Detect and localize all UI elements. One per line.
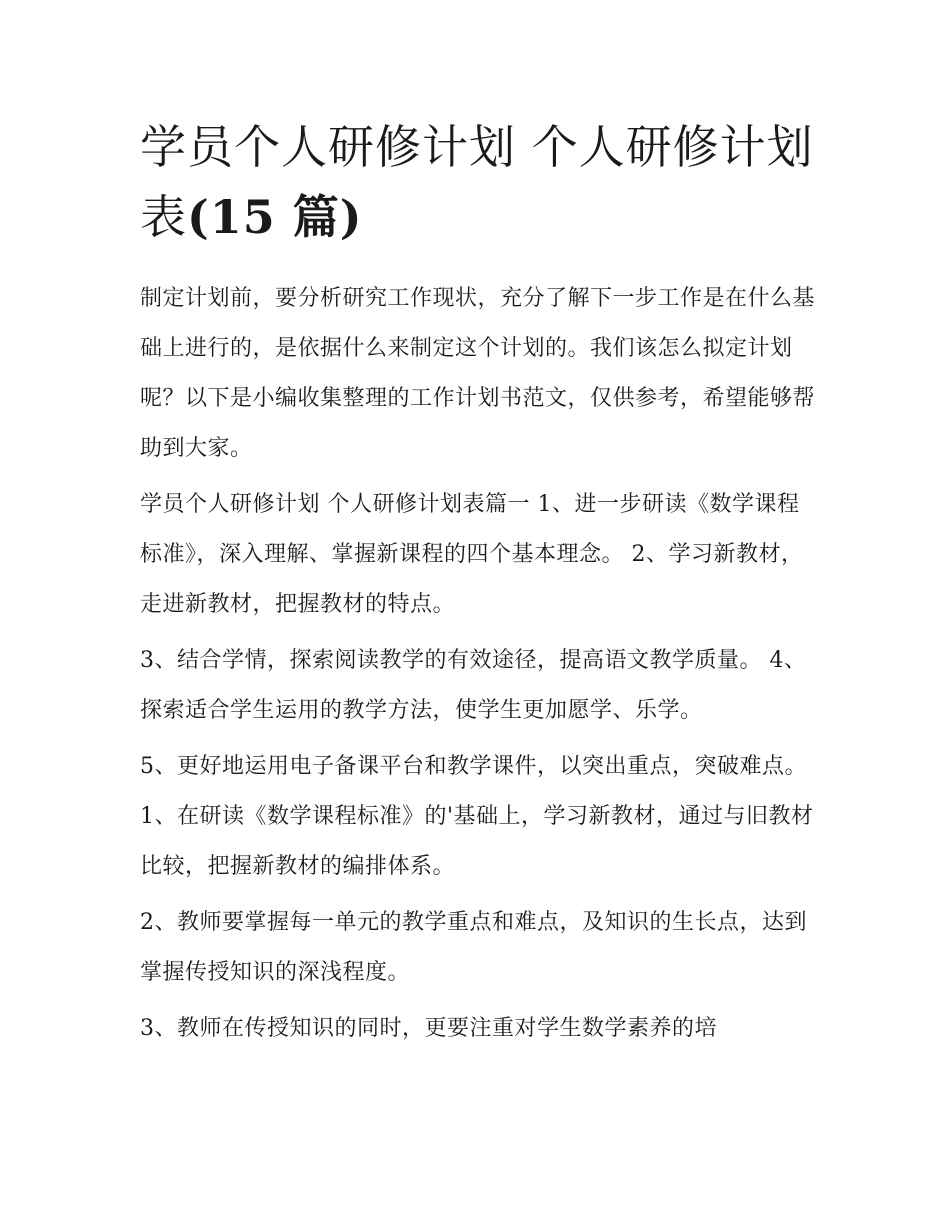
title-main: 学员个人研修计划 个人研修计划表: [140, 120, 814, 244]
paragraph-intro: 制定计划前，要分析研究工作现状，充分了解下一步工作是在什么基础上进行的，是依据什么来制定这个计划的。我们该怎么拟定计划呢？以下是小编收集整理的工作计划书范文，仅供参考，希望能够帮助到大家。: [140, 286, 816, 461]
title-suffix: (15 篇): [187, 190, 363, 244]
paragraph-1: 学员个人研修计划 个人研修计划表篇一 1、进一步研读《数学课程标准》，深入理解、掌握新课程的四个基本理念。 2、学习新教材，走进新教材，把握教材的特点。: [140, 492, 804, 617]
paragraph-2: 3、结合学情，探索阅读教学的有效途径，提高语文教学质量。 4、探索适合学生运用的教学方法，使学生更加愿学、乐学。: [140, 648, 807, 723]
document-body: [140, 274, 820, 1054]
paragraph-4: 2、教师要掌握每一单元的教学重点和难点，及知识的生长点，达到掌握传授知识的深浅程度。: [140, 910, 807, 985]
document-title: [140, 112, 820, 252]
paragraph-5: 3、教师在传授知识的同时，更要注重对学生数学素养的培: [140, 1016, 717, 1041]
document-page: [140, 112, 820, 1060]
paragraph-3: 5、更好地运用电子备课平台和教学课件，以突出重点，突破难点。 1、在研读《数学课程标准》的'基础上，学习新教材，通过与旧教材比较，把握新教材的编排体系。: [140, 754, 814, 879]
